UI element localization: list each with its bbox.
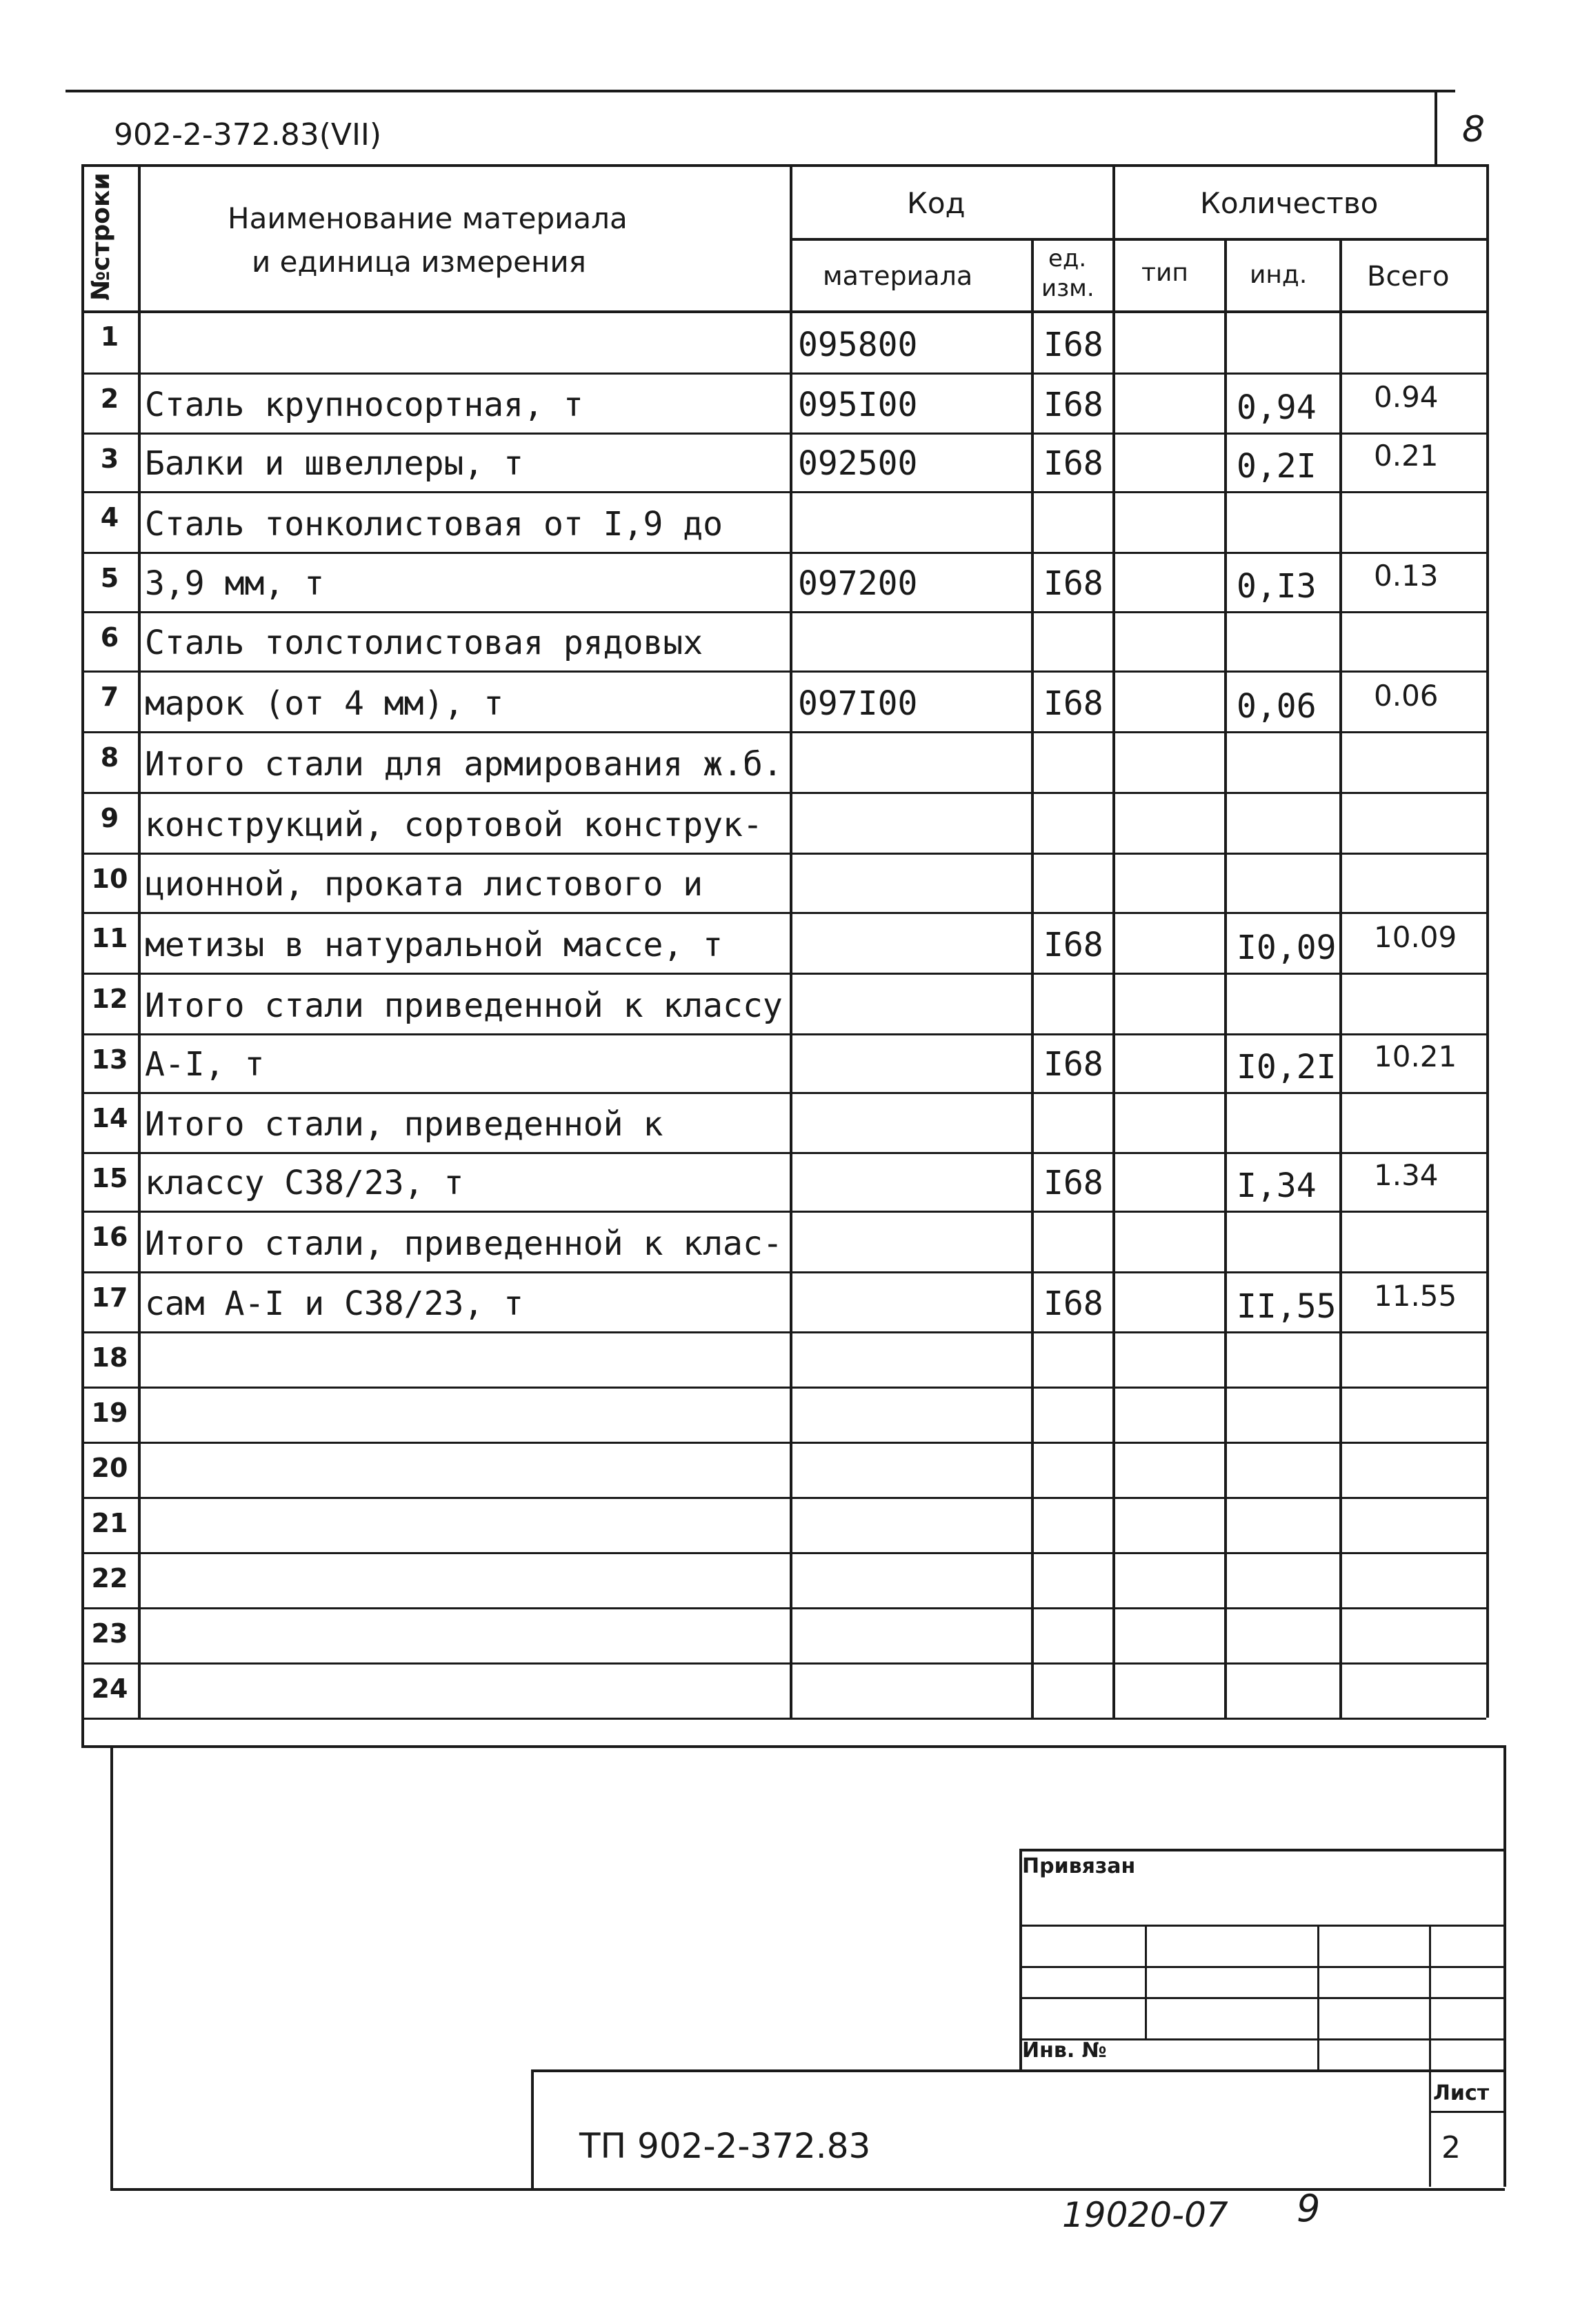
col-border-unit — [1031, 238, 1034, 1718]
col-border-code — [790, 164, 792, 1718]
document-code — [114, 117, 381, 152]
row-unit-code: I68 — [1043, 1045, 1103, 1084]
row-material-name: ционной, проката листового и — [145, 865, 703, 904]
stamp-grid-v3 — [1317, 1925, 1319, 2069]
row-number: 24 — [91, 1674, 128, 1704]
row-material-code: 092500 — [798, 444, 918, 483]
col-border-rownum — [138, 164, 141, 1718]
row-number: 3 — [100, 444, 119, 474]
row-border — [81, 1211, 1486, 1213]
row-number: 20 — [91, 1453, 128, 1483]
row-unit-code: I68 — [1043, 386, 1103, 424]
row-unit-code: I68 — [1043, 444, 1103, 483]
row-ind-quantity: I0,09 — [1237, 928, 1337, 967]
row-ind-quantity: 0,2I — [1237, 447, 1317, 486]
row-ind-quantity: 0,I3 — [1237, 567, 1317, 606]
row-total-quantity: 0.21 — [1374, 439, 1439, 473]
row-total-quantity: 10.21 — [1374, 1040, 1457, 1073]
stamp-list-divider — [1429, 2111, 1503, 2113]
row-material-name: Итого стали, приведенной к клас- — [145, 1224, 783, 1263]
row-border — [81, 1387, 1486, 1389]
stamp-grid-h1 — [1019, 1849, 1503, 1851]
row-unit-code: I68 — [1043, 564, 1103, 603]
row-border — [81, 1718, 1486, 1720]
row-material-name: марок (от 4 мм), т — [145, 684, 504, 723]
stamp-right-edge — [1503, 1745, 1506, 2187]
header-name-line1: Наименование материала — [228, 201, 628, 235]
header-mid-border — [790, 238, 1486, 241]
row-total-quantity: 0.13 — [1374, 559, 1439, 593]
row-number: 15 — [91, 1163, 128, 1193]
stamp-list-label: Лист — [1433, 2081, 1490, 2105]
row-number: 13 — [91, 1044, 128, 1075]
row-border — [81, 1271, 1486, 1273]
stamp-grid-v4 — [1429, 1925, 1431, 2187]
row-number: 16 — [91, 1222, 128, 1252]
col-border-tip — [1112, 164, 1115, 1718]
stamp-grid-v1 — [1019, 1849, 1022, 2069]
row-material-name: Сталь толстолистовая рядовых — [145, 624, 703, 662]
row-material-code: 097I00 — [798, 684, 918, 723]
row-border — [81, 1152, 1486, 1154]
row-material-name: сам А-I и С38/23, т — [145, 1284, 524, 1323]
header-name-line2: и единица измерения — [252, 245, 586, 279]
stamp-title-top — [531, 2069, 1503, 2072]
page-bottom-line — [110, 2188, 1505, 2191]
row-number: 8 — [100, 742, 119, 773]
row-ind-quantity: II,55 — [1237, 1287, 1337, 1326]
row-border — [81, 433, 1486, 435]
row-number: 17 — [91, 1282, 128, 1313]
row-unit-code: I68 — [1043, 326, 1103, 364]
row-material-code: 097200 — [798, 564, 918, 603]
row-number: 1 — [100, 321, 119, 352]
top-corner-divider — [1435, 90, 1437, 164]
row-border — [81, 373, 1486, 375]
stamp-top-line — [81, 1745, 1506, 1748]
header-material: материала — [823, 261, 973, 291]
top-rule — [66, 90, 1455, 92]
row-total-quantity: 0.06 — [1374, 679, 1439, 713]
header-bottom-border — [81, 310, 1486, 313]
row-material-name: Сталь крупносортная, т — [145, 386, 583, 424]
header-row-number: №строки — [87, 172, 115, 301]
row-ind-quantity: I,34 — [1237, 1166, 1317, 1205]
row-border — [81, 1331, 1486, 1333]
row-total-quantity: 0.94 — [1374, 380, 1439, 414]
row-number: 11 — [91, 923, 128, 953]
row-unit-code: I68 — [1043, 684, 1103, 723]
row-border — [81, 1662, 1486, 1665]
row-number: 2 — [100, 384, 119, 414]
page-number: 9 — [1297, 2187, 1321, 2230]
row-border — [81, 1552, 1486, 1554]
row-number: 7 — [100, 682, 119, 712]
header-unit-2: изм. — [1041, 275, 1095, 302]
row-border — [81, 1607, 1486, 1609]
stamp-left-edge — [110, 1745, 113, 2188]
row-border — [81, 731, 1486, 733]
stamp-list-value: 2 — [1441, 2130, 1461, 2165]
sheet-corner-number: 8 — [1462, 109, 1486, 150]
row-border — [81, 671, 1486, 673]
row-unit-code: I68 — [1043, 926, 1103, 964]
header-unit-1: ед. — [1048, 245, 1087, 272]
row-total-quantity: 10.09 — [1374, 920, 1457, 954]
row-number: 22 — [91, 1563, 128, 1593]
row-ind-quantity: 0,94 — [1237, 388, 1317, 427]
col-border-total — [1339, 238, 1342, 1718]
row-material-name: Итого стали, приведенной к — [145, 1105, 663, 1144]
row-unit-code: I68 — [1043, 1284, 1103, 1323]
row-border — [81, 491, 1486, 493]
stamp-title-left — [531, 2069, 534, 2188]
stamp-privyazan: Привязан — [1022, 1854, 1136, 1878]
stamp-tp-code: ТП 902-2-372.83 — [579, 2126, 871, 2166]
row-border — [81, 792, 1486, 794]
row-number: 18 — [91, 1342, 128, 1373]
document-code-text: 902-2-372.83 — [114, 117, 319, 152]
row-number: 23 — [91, 1618, 128, 1649]
row-material-name: классу С38/23, т — [145, 1164, 464, 1202]
row-border — [81, 973, 1486, 975]
header-kod: Код — [907, 186, 966, 220]
row-ind-quantity: I0,2I — [1237, 1048, 1337, 1086]
row-material-name: Балки и швеллеры, т — [145, 444, 524, 483]
row-border — [81, 552, 1486, 554]
row-material-name: конструкций, сортовой конструк- — [145, 806, 763, 844]
row-border — [81, 1442, 1486, 1444]
stamp-inv-no: Инв. № — [1022, 2038, 1107, 2063]
header-ind: инд. — [1250, 261, 1308, 289]
row-number: 6 — [100, 622, 119, 653]
row-unit-code: I68 — [1043, 1164, 1103, 1202]
row-number: 21 — [91, 1508, 128, 1538]
row-number: 10 — [91, 864, 128, 894]
header-vsego: Всего — [1367, 261, 1450, 292]
document-code-section: (VII) — [319, 117, 382, 152]
row-material-name: метизы в натуральной массе, т — [145, 926, 723, 964]
row-material-name: 3,9 мм, т — [145, 564, 325, 603]
row-material-name: Сталь тонколистовая от I,9 до — [145, 505, 723, 544]
table-top-border — [81, 164, 1486, 167]
row-number: 19 — [91, 1398, 128, 1428]
row-total-quantity: 1.34 — [1374, 1158, 1439, 1192]
row-number: 5 — [100, 563, 119, 593]
row-material-code: 095800 — [798, 326, 918, 364]
row-material-name: Итого стали приведенной к классу — [145, 986, 783, 1025]
row-ind-quantity: 0,06 — [1237, 687, 1317, 726]
row-material-name: Итого стали для армирования ж.б. — [145, 745, 783, 784]
row-border — [81, 1497, 1486, 1499]
row-material-name: А-I, т — [145, 1045, 265, 1084]
header-tip: тип — [1141, 259, 1188, 287]
row-number: 12 — [91, 984, 128, 1014]
archive-number: 19020-07 — [1062, 2195, 1228, 2235]
row-total-quantity: 11.55 — [1374, 1279, 1457, 1313]
row-border — [81, 611, 1486, 613]
row-number: 9 — [100, 803, 119, 833]
col-border-left — [81, 164, 84, 1745]
row-border — [81, 853, 1486, 855]
row-border — [81, 1033, 1486, 1035]
row-number: 4 — [100, 502, 119, 533]
header-kolichestvo: Количество — [1200, 186, 1379, 220]
row-border — [81, 912, 1486, 914]
col-border-right — [1486, 164, 1489, 1718]
row-material-code: 095I00 — [798, 386, 918, 424]
col-border-ind — [1224, 238, 1227, 1718]
stamp-grid-v2 — [1145, 1925, 1147, 2038]
row-border — [81, 1092, 1486, 1094]
row-number: 14 — [91, 1103, 128, 1133]
